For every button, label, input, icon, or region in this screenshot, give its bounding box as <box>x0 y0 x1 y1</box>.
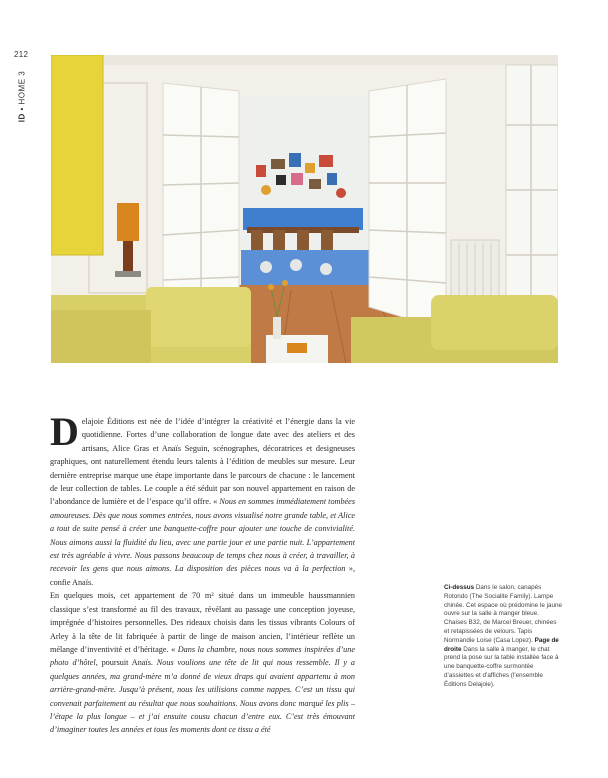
caption-label: Ci-dessus <box>444 584 475 591</box>
article-paragraph <box>50 589 355 736</box>
article-body <box>50 409 356 737</box>
paragraph-text: En quelques mois, cet appartement de 70 m² situé dans un immeuble haussmannien classique s’est transformé au fil des travaux, révélant au passage une conception joyeuse, imprégnée d’histoires personnelles. Des rideaux choisis dans les tissus vibrants Colours of Arley à la tête de lit fabriquée à partir de linge de maison ancien, l’intérieur reflète un mélange d’inventivité et d’héritage. « <box>50 591 355 654</box>
quote-text: Nous en sommes immédiatement tombées amoureuses. Dès que nous sommes entrées, nous avons visualisé notre grande table, et Alice a tout de suite pensé à créer une banquette-coffre pour ajouter une touche de convivialité. Nous aimons aussi la fluidité du lieu, avec une partie jour et une partie nuit. L’appartement est très agréable à vivre. Nous passons beaucoup de temps chez nous à créer, à travailler, à recevoir les gens que nous aimons. La disposition des pièces nous va à la perfection <box>50 497 356 574</box>
caption-text: Dans la salle à manger, le chat prend la pose sur la table installée face à une banquette-coffre surmontée d’assiettes et d’affiches (l’ensemble Éditions Delajoie). <box>444 645 559 688</box>
caption-text: Dans le salon, canapés Rotondo (The Socialite Family). Lampe chinée. Cet espace où prédomine le jaune ouvre sur la salle à manger bleue. Chaises B32, de Marcel Breuer, chinées et retapissées de velours. Tapis Normandie Loise (Casa Lopez). <box>444 584 562 644</box>
page-number: 212 <box>14 50 29 59</box>
issue-number: 3 <box>17 70 27 76</box>
paragraph-text: , poursuit Anaïs. <box>95 658 157 668</box>
right-french-door <box>369 79 446 330</box>
photo-caption <box>444 584 562 690</box>
quote-text: Dans la chambre, nous nous sommes inspirées d’une photo d’hôtel <box>50 644 355 668</box>
main-photo <box>51 55 558 363</box>
drop-cap: D <box>50 409 79 454</box>
interior-illustration <box>51 55 558 363</box>
running-head: ID • HOME 3 <box>17 70 27 123</box>
paragraph-text: », confie Anaïs. <box>50 564 355 587</box>
left-yellow-sofa <box>51 287 251 363</box>
quote-text: Nous voulions une tête de lit qui nous ressemble. Il y a quelques années, ma grand-mère m’a donné de vieux draps qui avaient appartenu à mon arrière-grand-mère. Jusqu’à présent, nous les utilisions comme nappes. C’est un tissu qui convenait parfaitement au résultat que nous souhaitions. Nous avons donc marqué les plis – l’étape la plus longue – et j’ai ensuite cousu chacun d’entre eux. C’est très émouvant d’imaginer toutes les années et tous les moments dont ce tissu a été <box>50 658 355 735</box>
article-paragraph <box>50 409 356 589</box>
section-name: HOME <box>17 78 27 105</box>
caption-label: Page de droite <box>444 636 559 653</box>
brand-mark: ID <box>17 113 27 123</box>
paragraph-text: elajoie Éditions est née de l’idée d’intégrer la créativité et l’énergie dans la vie quotidienne. Fortes d’une collaboration de longue date avec des ateliers et des artisans, Alice Gras et Anaïs Seguin, scénographes, décoratrices et designeuses graphiques, ont naturellement étendu leurs talents à l’édition de meubles sur mesure. Leur dernière entreprise marque une étape importante dans le parcours de chacune : le lancement de leur collection de tables. Le couple a été séduit par son nouvel appartement en raison de l’abondance de lumière et de l’espace qu’il offre. « <box>50 417 355 507</box>
folio <box>14 50 30 140</box>
